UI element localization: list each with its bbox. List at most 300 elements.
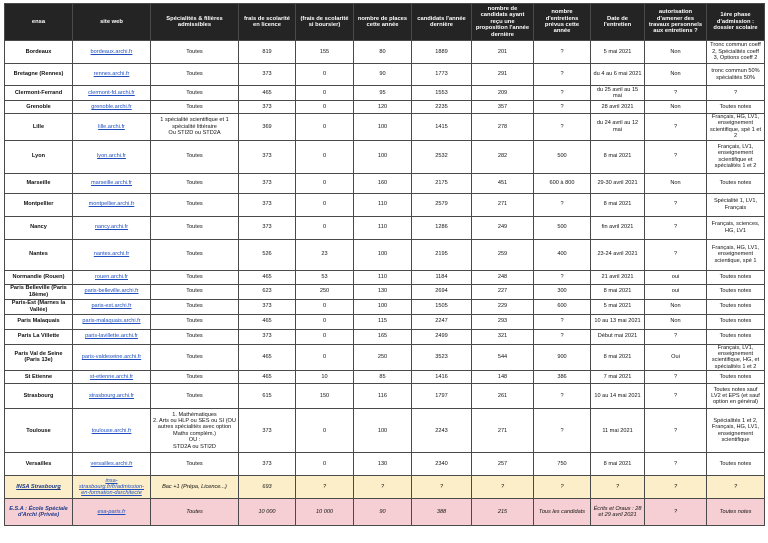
candidats-text: 1797: [435, 393, 448, 400]
propositions-cell: [472, 86, 534, 101]
phase1-text: Toutes notes: [719, 288, 752, 295]
school-name-text: INSA Strasbourg: [16, 484, 61, 491]
entretiens-cell: [534, 299, 591, 314]
frais-boursier-text: 0: [322, 303, 327, 310]
school-name-cell: [5, 329, 73, 344]
website-link[interactable]: rouen.archi.fr: [95, 273, 128, 280]
website-link[interactable]: nancy.archi.fr: [94, 224, 129, 231]
candidats-cell: [412, 371, 472, 384]
places-text: 100: [377, 123, 388, 130]
entretiens-cell: [534, 453, 591, 476]
website-link-cell: [73, 239, 151, 270]
frais-boursier-text: ?: [322, 484, 327, 491]
places-text: 95: [379, 89, 386, 96]
phase1-cell: [707, 41, 765, 64]
propositions-cell: [472, 409, 534, 453]
specialites-text: Toutes: [186, 288, 203, 295]
candidats-cell: [412, 314, 472, 329]
table-row: [5, 86, 765, 101]
frais-text: 373: [262, 103, 272, 110]
places-text: 116: [378, 393, 387, 400]
places-cell: [354, 299, 412, 314]
frais-boursier-cell: [296, 216, 354, 239]
website-link[interactable]: marseille.archi.fr: [90, 179, 133, 186]
date-entretien-text: 8 mai 2021: [603, 201, 632, 208]
places-cell: [354, 216, 412, 239]
col-header-propositions: nombre de candidats ayant reçu une proposition l'année dernière: [472, 4, 534, 41]
phase1-cell: [707, 299, 765, 314]
propositions-cell: [472, 41, 534, 64]
table-row: [5, 239, 765, 270]
travaux-perso-cell: [645, 270, 707, 284]
website-link-cell: [73, 193, 151, 216]
phase1-cell: [707, 314, 765, 329]
phase1-cell: [707, 284, 765, 299]
table-row: [5, 173, 765, 193]
frais-text: 10 000: [258, 509, 276, 516]
entretiens-cell: [534, 476, 591, 499]
specialites-cell: [151, 476, 239, 499]
candidats-cell: [412, 101, 472, 114]
specialites-text: 1 spécialité scientifique et 1 spécialité littéraire Ou STI2D ou STD2A: [160, 117, 229, 137]
specialites-cell: [151, 453, 239, 476]
places-cell: [354, 476, 412, 499]
travaux-perso-text: ?: [673, 153, 678, 160]
specialites-text: Toutes: [186, 333, 203, 340]
travaux-perso-cell: [645, 499, 707, 526]
phase1-cell: [707, 64, 765, 86]
date-entretien-cell: [591, 299, 645, 314]
school-name-text: Montpellier: [23, 201, 54, 208]
table-row: [5, 64, 765, 86]
date-entretien-text: 21 avril 2021: [601, 273, 634, 280]
phase1-cell: [707, 101, 765, 114]
specialites-cell: [151, 270, 239, 284]
frais-cell: [239, 101, 296, 114]
table-row: [5, 299, 765, 314]
date-entretien-text: 7 mai 2021: [603, 374, 632, 381]
phase1-text: Français, HG, LV1, enseignement scientifique, spé 1 et 2: [710, 114, 761, 140]
school-name-text: Grenoble: [26, 103, 51, 110]
entretiens-text: Tous les candidats: [538, 509, 586, 516]
candidats-cell: [412, 284, 472, 299]
frais-boursier-text: 0: [322, 318, 327, 325]
date-entretien-cell: [591, 114, 645, 141]
candidats-cell: [412, 86, 472, 101]
website-link[interactable]: strasbourg.archi.fr: [88, 393, 135, 400]
specialites-cell: [151, 329, 239, 344]
phase1-text: Toutes notes: [719, 303, 752, 310]
travaux-perso-text: ?: [673, 484, 678, 491]
entretiens-text: 386: [557, 374, 567, 381]
website-link-cell: [73, 114, 151, 141]
entretiens-cell: [534, 64, 591, 86]
school-name-text: Nancy: [30, 224, 47, 231]
frais-text: 373: [262, 201, 272, 208]
school-name-text: Bretagne (Rennes): [13, 71, 64, 78]
frais-boursier-cell: [296, 173, 354, 193]
school-name-cell: [5, 193, 73, 216]
specialites-text: Toutes: [186, 393, 203, 400]
date-entretien-cell: [591, 314, 645, 329]
specialites-cell: [151, 409, 239, 453]
table-row: [5, 371, 765, 384]
places-cell: [354, 114, 412, 141]
ensa-comparison-table-container: [4, 3, 764, 526]
candidats-cell: [412, 114, 472, 141]
entretiens-cell: [534, 41, 591, 64]
entretiens-cell: [534, 314, 591, 329]
website-link[interactable]: rennes.archi.fr: [93, 71, 130, 78]
travaux-perso-cell: [645, 86, 707, 101]
specialites-cell: [151, 114, 239, 141]
entretiens-cell: [534, 101, 591, 114]
date-entretien-cell: [591, 499, 645, 526]
specialites-text: Toutes: [186, 318, 203, 325]
col-header-frais-boursier: (frais de scolarité si boursier): [296, 4, 354, 41]
propositions-text: 229: [497, 303, 508, 310]
website-link[interactable]: paris-valdeseine.archi.fr: [81, 354, 142, 361]
frais-text: 373: [262, 224, 272, 231]
frais-boursier-cell: [296, 86, 354, 101]
entretiens-text: ?: [560, 89, 564, 96]
table-body: [5, 41, 765, 526]
frais-boursier-text: 0: [322, 201, 327, 208]
frais-cell: [239, 41, 296, 64]
table-row: [5, 476, 765, 499]
propositions-text: 271: [497, 201, 508, 208]
table-header-row: [5, 4, 765, 41]
propositions-cell: [472, 239, 534, 270]
travaux-perso-text: Oui: [671, 354, 680, 361]
entretiens-cell: [534, 384, 591, 409]
phase1-cell: [707, 499, 765, 526]
website-link[interactable]: bordeaux.archi.fr: [90, 48, 133, 55]
travaux-perso-text: ?: [673, 251, 678, 258]
places-text: 165: [377, 333, 388, 340]
phase1-text: Français, LV1, enseignement scientifique, HG, et spécialités 1 et 2: [711, 344, 760, 370]
specialites-cell: [151, 101, 239, 114]
phase1-cell: [707, 239, 765, 270]
propositions-text: 271: [497, 427, 508, 434]
table-row: [5, 140, 765, 173]
frais-text: 369: [262, 123, 272, 130]
frais-boursier-cell: [296, 41, 354, 64]
website-link[interactable]: insa-strasbourg.fr/fr/admission-en-formation-darchitecte: [79, 477, 144, 497]
entretiens-cell: [534, 173, 591, 193]
website-link-cell: [73, 64, 151, 86]
date-entretien-cell: [591, 329, 645, 344]
phase1-text: ?: [733, 484, 738, 491]
places-text: 110: [378, 273, 387, 280]
frais-boursier-text: 0: [322, 89, 327, 96]
website-link[interactable]: toulouse.archi.fr: [91, 427, 132, 434]
website-link[interactable]: paris-belleville.archi.fr: [84, 288, 139, 295]
entretiens-text: ?: [560, 48, 564, 55]
date-entretien-text: 8 mai 2021: [603, 288, 632, 295]
frais-text: 465: [262, 89, 272, 96]
website-link[interactable]: versailles.archi.fr: [90, 461, 133, 468]
entretiens-text: 300: [557, 288, 567, 295]
entretiens-text: ?: [560, 318, 564, 325]
website-link[interactable]: st-etienne.archi.fr: [89, 374, 134, 381]
website-link-cell: [73, 284, 151, 299]
frais-boursier-cell: [296, 499, 354, 526]
specialites-text: Toutes: [186, 201, 203, 208]
places-text: 130: [377, 288, 388, 295]
travaux-perso-cell: [645, 193, 707, 216]
website-link-cell: [73, 101, 151, 114]
frais-cell: [239, 384, 296, 409]
entretiens-text: 600: [557, 303, 567, 310]
phase1-cell: [707, 409, 765, 453]
school-name-cell: [5, 384, 73, 409]
specialites-text: Toutes: [186, 354, 203, 361]
frais-text: 465: [262, 354, 272, 361]
phase1-cell: [707, 371, 765, 384]
table-row: [5, 41, 765, 64]
places-text: 85: [379, 374, 386, 381]
phase1-text: Tronc commun coeff 2, Spécialités coeff 3, Options coeff 2: [710, 42, 761, 62]
school-name-text: Paris Val de Seine (Paris 13e): [14, 351, 63, 364]
entretiens-cell: [534, 329, 591, 344]
website-link[interactable]: paris-lavillette.archi.fr: [85, 333, 138, 340]
website-link-cell: [73, 299, 151, 314]
propositions-text: 248: [497, 273, 508, 280]
school-name-text: Lille: [32, 123, 45, 130]
propositions-text: 227: [497, 288, 508, 295]
frais-boursier-cell: [296, 299, 354, 314]
website-link-cell: [73, 409, 151, 453]
propositions-cell: [472, 284, 534, 299]
website-link[interactable]: grenoble.archi.fr: [91, 103, 132, 110]
candidats-cell: [412, 193, 472, 216]
travaux-perso-cell: [645, 216, 707, 239]
frais-boursier-text: 0: [322, 427, 327, 434]
date-entretien-text: 11 mai 2021: [602, 427, 633, 434]
school-name-cell: [5, 371, 73, 384]
propositions-cell: [472, 299, 534, 314]
candidats-text: 1553: [435, 89, 448, 96]
frais-boursier-cell: [296, 453, 354, 476]
places-text: 130: [377, 461, 388, 468]
candidats-text: 1286: [435, 224, 448, 231]
specialites-text: Toutes: [186, 48, 203, 55]
school-name-cell: [5, 270, 73, 284]
candidats-cell: [412, 140, 472, 173]
travaux-perso-text: Non: [670, 303, 681, 310]
places-cell: [354, 499, 412, 526]
school-name-cell: [5, 239, 73, 270]
travaux-perso-text: ?: [673, 393, 678, 400]
website-link[interactable]: paris-malaquais.archi.fr: [82, 318, 141, 325]
school-name-cell: [5, 453, 73, 476]
specialites-text: Toutes: [186, 509, 203, 516]
frais-text: 465: [262, 318, 272, 325]
date-entretien-cell: [591, 41, 645, 64]
school-name-text: Strasbourg: [23, 393, 54, 400]
website-link-cell: [73, 499, 151, 526]
school-name-cell: [5, 314, 73, 329]
places-cell: [354, 41, 412, 64]
specialites-text: Toutes: [186, 273, 203, 280]
entretiens-text: ?: [560, 427, 564, 434]
date-entretien-text: 8 mai 2021: [603, 354, 632, 361]
table-row: [5, 101, 765, 114]
entretiens-text: 500: [557, 224, 567, 231]
propositions-text: 261: [497, 393, 508, 400]
frais-cell: [239, 476, 296, 499]
table-row: [5, 384, 765, 409]
frais-text: 465: [262, 273, 272, 280]
frais-cell: [239, 193, 296, 216]
places-cell: [354, 64, 412, 86]
places-text: 100: [377, 153, 388, 160]
school-name-text: Paris La Villette: [17, 333, 60, 340]
places-cell: [354, 329, 412, 344]
website-link[interactable]: lyon.archi.fr: [97, 153, 126, 160]
date-entretien-text: du 24 avril au 12 mai: [596, 120, 639, 133]
frais-boursier-cell: [296, 284, 354, 299]
candidats-text: 1773: [435, 71, 448, 78]
entretiens-text: ?: [560, 103, 564, 110]
travaux-perso-text: Non: [670, 318, 681, 325]
places-text: ?: [380, 484, 385, 491]
travaux-perso-text: ?: [673, 427, 678, 434]
entretiens-cell: [534, 193, 591, 216]
frais-boursier-text: 0: [322, 123, 327, 130]
entretiens-cell: [534, 86, 591, 101]
candidats-text: 2195: [435, 251, 448, 258]
date-entretien-text: 29-30 avril 2021: [597, 179, 638, 186]
frais-boursier-cell: [296, 101, 354, 114]
frais-boursier-cell: [296, 344, 354, 371]
website-link[interactable]: nantes.archi.fr: [93, 251, 130, 258]
phase1-cell: [707, 193, 765, 216]
school-name-cell: [5, 299, 73, 314]
travaux-perso-cell: [645, 101, 707, 114]
propositions-cell: [472, 173, 534, 193]
frais-cell: [239, 270, 296, 284]
phase1-cell: [707, 344, 765, 371]
travaux-perso-cell: [645, 64, 707, 86]
frais-cell: [239, 329, 296, 344]
candidats-text: 1416: [435, 374, 448, 381]
travaux-perso-text: ?: [673, 224, 678, 231]
specialites-text: Toutes: [186, 103, 203, 110]
school-name-cell: [5, 101, 73, 114]
propositions-cell: [472, 140, 534, 173]
website-link[interactable]: lille.archi.fr: [98, 123, 125, 130]
propositions-cell: [472, 371, 534, 384]
frais-boursier-cell: [296, 270, 354, 284]
phase1-text: Toutes notes: [719, 103, 752, 110]
website-link[interactable]: esa-paris.fr: [97, 509, 126, 516]
frais-text: 373: [262, 71, 272, 78]
frais-cell: [239, 409, 296, 453]
frais-text: 465: [262, 374, 272, 381]
frais-boursier-cell: [296, 140, 354, 173]
date-entretien-text: 28 avril 2021: [601, 103, 634, 110]
entretiens-text: 400: [557, 251, 567, 258]
candidats-text: ?: [439, 484, 444, 491]
website-link[interactable]: paris-est.archi.fr: [91, 303, 132, 310]
places-text: 90: [379, 509, 386, 516]
table-row: [5, 284, 765, 299]
propositions-text: 249: [497, 224, 508, 231]
places-text: 80: [379, 48, 386, 55]
frais-boursier-text: 0: [322, 103, 327, 110]
candidats-text: 2694: [435, 288, 448, 295]
candidats-text: 2340: [435, 461, 448, 468]
school-name-text: Paris-Est (Marnes la Vallée): [11, 300, 66, 313]
table-row: [5, 314, 765, 329]
travaux-perso-text: oui: [671, 273, 680, 280]
specialites-cell: [151, 284, 239, 299]
entretiens-text: ?: [560, 333, 564, 340]
entretiens-text: ?: [560, 201, 564, 208]
frais-boursier-text: 0: [322, 333, 327, 340]
travaux-perso-cell: [645, 409, 707, 453]
candidats-text: 1415: [435, 123, 448, 130]
frais-cell: [239, 284, 296, 299]
specialites-cell: [151, 193, 239, 216]
specialites-cell: [151, 499, 239, 526]
school-name-text: Clermont-Ferrand: [14, 89, 63, 96]
frais-boursier-cell: [296, 239, 354, 270]
frais-text: 373: [262, 427, 272, 434]
travaux-perso-cell: [645, 299, 707, 314]
entretiens-cell: [534, 270, 591, 284]
frais-boursier-text: 53: [321, 273, 328, 280]
specialites-text: 1. Mathématiques 2. Arts ou HLP ou SES ou SI (OU autres spécialités avec option Maths complém.) OU : STD2A ou STI2D: [153, 411, 236, 450]
specialites-cell: [151, 371, 239, 384]
school-name-cell: [5, 41, 73, 64]
phase1-text: Français, LV1, enseignement scientifique et spécialités 1 et 2: [714, 143, 757, 170]
places-text: 115: [378, 318, 387, 325]
specialites-text: Toutes: [186, 251, 203, 258]
school-name-text: Toulouse: [26, 427, 51, 434]
travaux-perso-cell: [645, 371, 707, 384]
frais-boursier-text: 0: [322, 153, 327, 160]
col-header-candidats: candidats l'année dernière: [412, 4, 472, 41]
places-text: 120: [377, 103, 388, 110]
travaux-perso-cell: [645, 140, 707, 173]
website-link-cell: [73, 384, 151, 409]
date-entretien-cell: [591, 86, 645, 101]
frais-boursier-cell: [296, 314, 354, 329]
table-row: [5, 499, 765, 526]
website-link-cell: [73, 41, 151, 64]
propositions-cell: [472, 384, 534, 409]
propositions-text: 215: [497, 509, 508, 516]
entretiens-text: ?: [560, 123, 564, 130]
school-name-text: St Etienne: [24, 374, 53, 381]
specialites-cell: [151, 216, 239, 239]
frais-cell: [239, 314, 296, 329]
specialites-cell: [151, 344, 239, 371]
candidats-text: 2532: [435, 153, 448, 160]
candidats-cell: [412, 270, 472, 284]
website-link[interactable]: clermont-fd.archi.fr: [88, 89, 135, 96]
frais-boursier-text: 0: [322, 354, 327, 361]
propositions-text: 259: [497, 251, 508, 258]
website-link-cell: [73, 86, 151, 101]
entretiens-text: 500: [557, 153, 567, 160]
candidats-cell: [412, 344, 472, 371]
frais-boursier-cell: [296, 193, 354, 216]
website-link[interactable]: montpellier.archi.fr: [88, 201, 135, 208]
